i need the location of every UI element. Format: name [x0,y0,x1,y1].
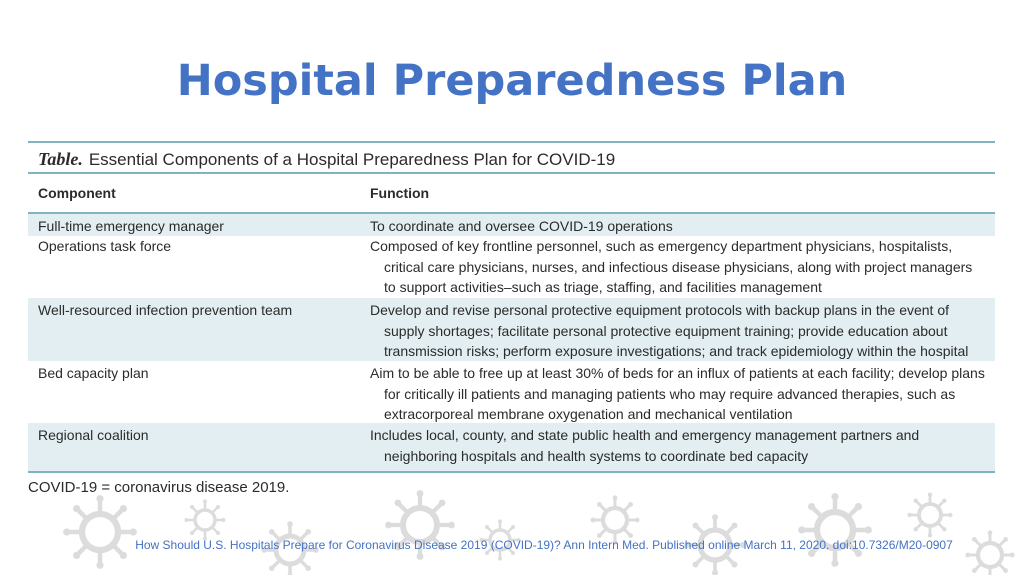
table-header [28,174,995,212]
slide-title: Hospital Preparedness Plan [176,56,848,106]
row-function: To coordinate and oversee COVID-19 operations [370,218,673,234]
row-component: Well-resourced infection prevention team [38,302,293,318]
table-caption [28,141,995,172]
row-function: Includes local, county, and state public health and emergency management partners and neighboring hospitals and health systems to coordinate bed capacity [370,427,920,464]
virus-icon [907,492,952,537]
virus-decoration [0,490,1024,575]
row-function: Composed of key frontline personnel, such as emergency department physicians, hospitalists, critical care physicians, nurses, and infectious disease physicians, along with project managers to support activities–such as triage, staffing, and facilities management [370,238,973,295]
virus-icon [63,495,137,569]
table-footnote: COVID-19 = coronavirus disease 2019. [28,471,995,496]
header-function: Function [370,185,430,201]
table-row [28,214,995,236]
preparedness-table [28,141,995,496]
table-row [28,236,995,298]
table-row [28,361,995,423]
virus-icon [798,493,872,567]
row-function: Develop and revise personal protective equipment protocols with backup plans in the event of supply shortages; facilitate personal protective equipment training; provide education about transmission risks; perform exposure investigations; and track epidemiology within the hospital [370,302,969,359]
header-component: Component [38,185,116,201]
row-function: Aim to be able to free up at least 30% of beds for an influx of patients at each facility; develop plans for critically ill patients and managing patients who may require advanced therapies, such as extracorporeal membrane oxygenation and mechanical ventilation [370,365,985,422]
row-component: Bed capacity plan [38,365,149,381]
table-row [28,423,995,471]
table-caption-lead: Table. [38,149,83,169]
row-component: Regional coalition [38,427,149,443]
virus-icon [185,500,226,541]
row-component: Operations task force [38,238,172,254]
citation: How Should U.S. Hospitals Prepare for Coronavirus Disease 2019 (COVID-19)? Ann Intern Med. Published online March 11, 2020. doi:10.7326/M20-0907 [135,538,953,552]
row-component: Full-time emergency manager [38,218,224,234]
table-caption-text: Essential Components of a Hospital Preparedness Plan for COVID-19 [88,150,616,169]
table-row [28,298,995,361]
